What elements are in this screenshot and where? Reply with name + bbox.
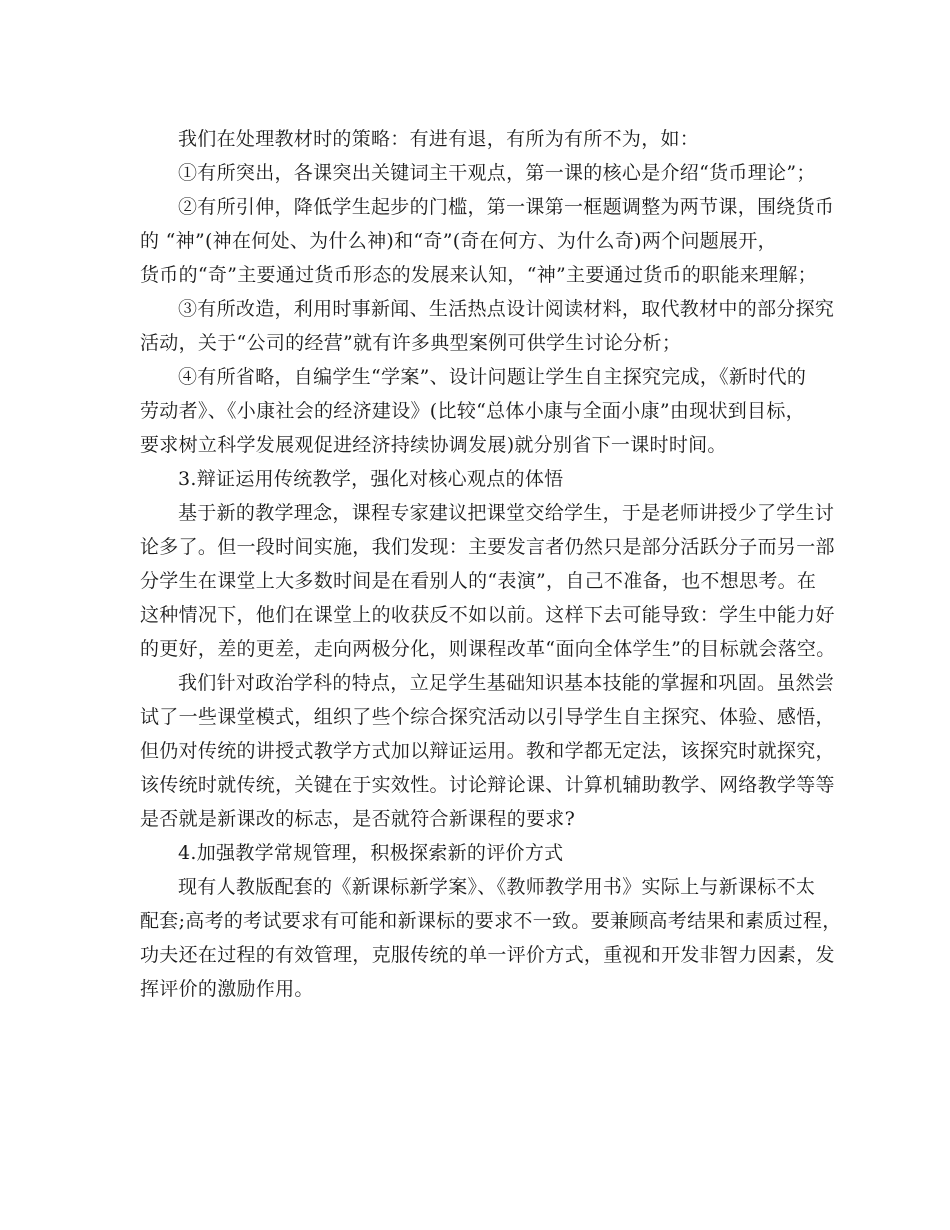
- text-line: 要求树立科学发展观促进经济持续协调发展)就分别省下一课时时间。: [140, 434, 727, 456]
- text-line: 试了一些课堂模式，组织了些个综合探究活动以引导学生自主探究、体验、感悟，: [140, 706, 835, 728]
- text-line: 4.加强教学常规管理，积极探索新的评价方式: [178, 842, 564, 864]
- text-line: 挥评价的激励作用。: [140, 978, 314, 1000]
- text-line: 现有人教版配套的《新课标新学案》、《教师教学用书》实际上与新课标不太: [178, 876, 816, 898]
- text-line: ②有所引伸，降低学生起步的门槛，第一课第一框题调整为两节课，围绕货币: [178, 196, 835, 218]
- text-line: 是否就是新课改的标志，是否就符合新课程的要求?: [140, 808, 576, 830]
- document-body: [140, 122, 842, 1006]
- text-line: ③有所改造，利用时事新闻、生活热点设计阅读材料，取代教材中的部分探究: [178, 298, 835, 320]
- text-line: 但仍对传统的讲授式教学方式加以辩证运用。教和学都无定法，该探究时就探究，: [140, 740, 835, 762]
- text-line: 活动，关于“公司的经营”就有许多典型案例可供学生讨论分析；: [140, 332, 682, 354]
- text-line: ④有所省略，自编学生“学案”、设计问题让学生自主探究完成，《新时代的: [178, 366, 807, 388]
- text-line: 货币的“奇”主要通过货币形态的发展来认知，“神”主要通过货币的职能来理解；: [140, 264, 817, 286]
- text-line: 的更好，差的更差，走向两极分化，则课程改革“面向全体学生”的目标就会落空。: [140, 638, 836, 660]
- text-line: 论多了。但一段时间实施，我们发现：主要发言者仍然只是部分活跃分子而另一部: [140, 536, 835, 558]
- text-line: 分学生在课堂上大多数时间是在看别人的“表演”，自己不准备，也不想思考。在: [140, 570, 817, 592]
- text-line: 这种情况下，他们在课堂上的收获反不如以前。这样下去可能导致：学生中能力好: [140, 604, 835, 626]
- text-line: 劳动者》、《小康社会的经济建设》(比较“总体小康与全面小康”由现状到目标，: [140, 400, 805, 422]
- text-line: 我们针对政治学科的特点，立足学生基础知识基本技能的掌握和巩固。虽然尝: [178, 672, 835, 694]
- text-line: 功夫还在过程的有效管理，克服传统的单一评价方式，重视和开发非智力因素，发: [140, 944, 835, 966]
- text-line: 该传统时就传统，关键在于实效性。讨论辩论课、计算机辅助教学、网络教学等等: [140, 774, 835, 796]
- text-line: ①有所突出，各课突出关键词主干观点，第一课的核心是介绍“货币理论”；: [178, 162, 816, 184]
- text-line: 3.辩证运用传统教学，强化对核心观点的体悟: [178, 468, 564, 490]
- text-line: 的 “神”(神在何处、为什么神)和“奇”(奇在何方、为什么奇)两个问题展开，: [140, 230, 777, 252]
- text-line: 基于新的教学理念，课程专家建议把课堂交给学生，于是老师讲授少了学生讨: [178, 502, 835, 524]
- text-line: 我们在处理教材时的策略：有进有退，有所为有所不为，如：: [178, 128, 700, 150]
- text-line: 配套;高考的考试要求有可能和新课标的要求不一致。要兼顾高考结果和素质过程，: [140, 910, 842, 932]
